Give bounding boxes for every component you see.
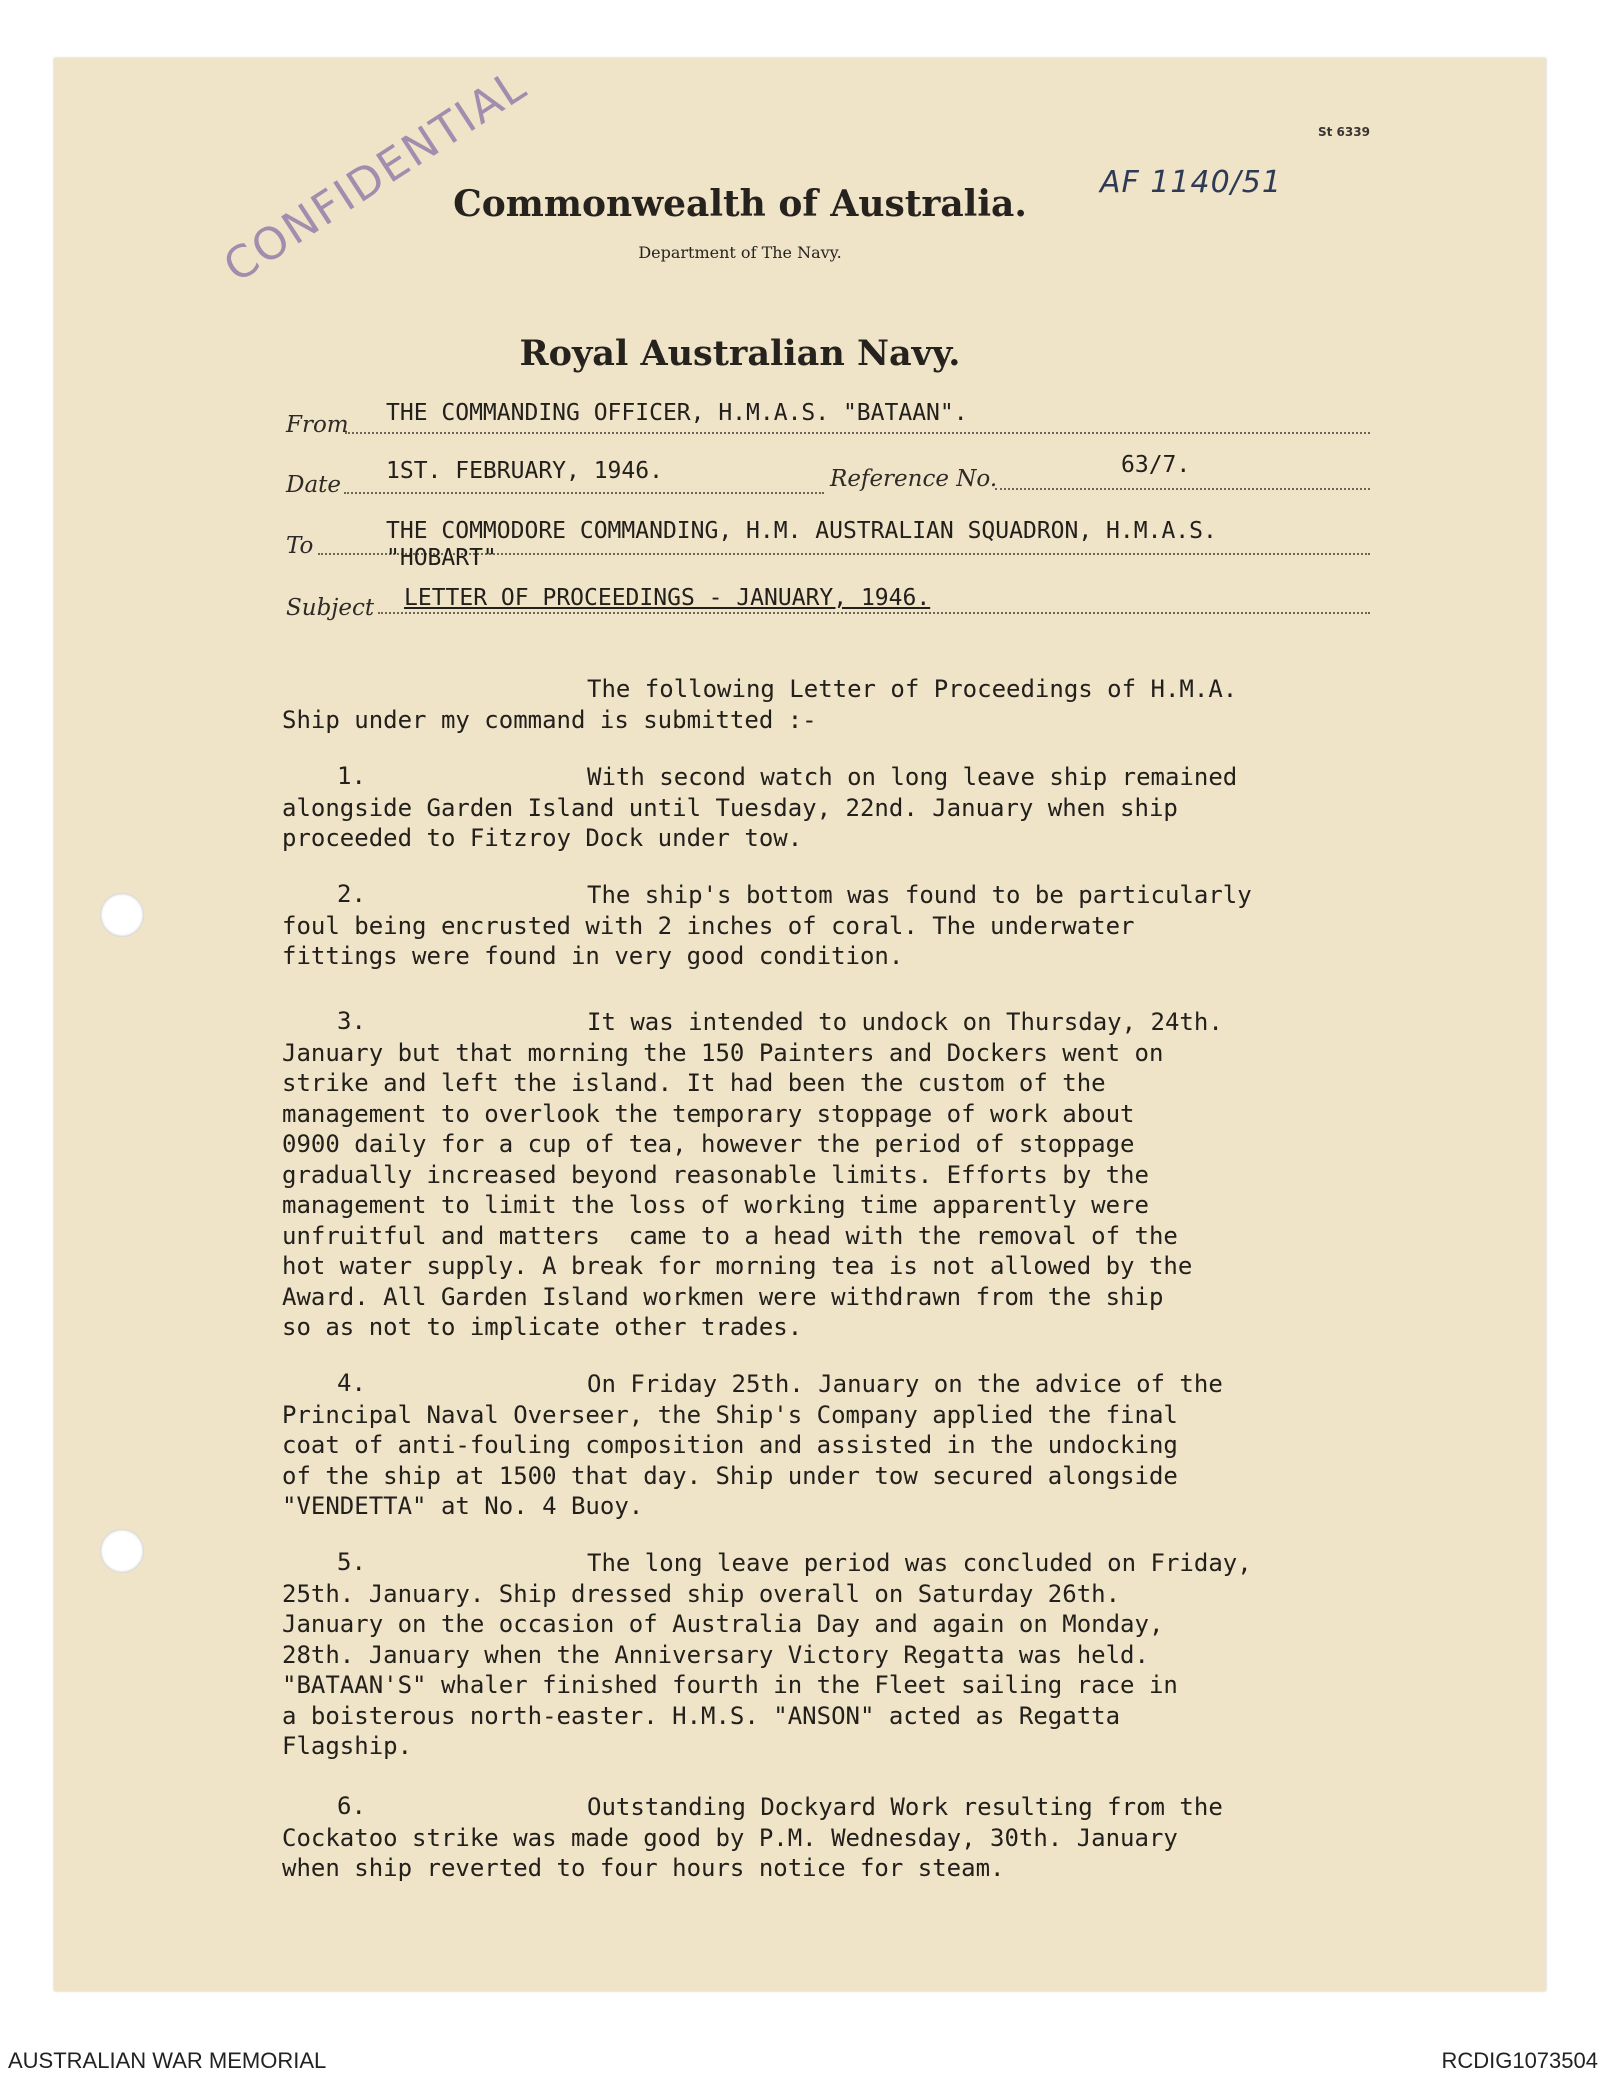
paragraph-line: With second watch on long leave ship remained [587, 763, 1238, 791]
paragraph-line: The long leave period was concluded on Friday, [587, 1549, 1252, 1577]
paragraph-line: 28th. January when the Anniversary Victory Regatta was held. [282, 1640, 1149, 1669]
letterhead-department: Department of The Navy. [638, 243, 842, 262]
paragraph-line: "BATAAN'S" whaler finished fourth in the Fleet sailing race in [282, 1671, 1178, 1699]
paragraph-line: On Friday 25th. January on the advice of the [587, 1370, 1223, 1398]
form-number: St 6339 [1318, 125, 1370, 139]
paragraph-line: Principal Naval Overseer, the Ship's Company applied the final [282, 1400, 1178, 1429]
reference-label: Reference No. [830, 466, 998, 492]
paragraph-line: a boisterous north-easter. H.M.S. "ANSON" acted as Regatta [282, 1701, 1121, 1730]
paragraph-line: 25th. January. Ship dressed ship overall on Saturday 26th. [282, 1579, 1121, 1608]
intro-paragraph [282, 674, 1472, 735]
intro-line: The following Letter of Proceedings of H.M.A. [587, 675, 1238, 703]
subject-value: LETTER OF PROCEEDINGS - JANUARY, 1946. [404, 585, 931, 611]
from-value: THE COMMANDING OFFICER, H.M.A.S. "BATAAN". [386, 400, 968, 426]
confidential-stamp: CONFIDENTIAL [215, 59, 536, 293]
paragraph-line: alongside Garden Island until Tuesday, 22nd. January when ship [282, 793, 1178, 822]
subject-label: Subject [286, 595, 375, 621]
intro-line: Ship under my command is submitted :- [282, 705, 817, 734]
paragraph-line: Flagship. [282, 1732, 413, 1760]
reference-dotted-line [995, 488, 1370, 490]
paragraph-number: 5. [337, 1548, 366, 1576]
footer-source: AUSTRALIAN WAR MEMORIAL [8, 2048, 327, 2073]
punch-hole-bottom [100, 1529, 144, 1573]
paragraph-line: January but that morning the 150 Painters and Dockers went on [282, 1038, 1164, 1067]
letterhead-commonwealth: Commonwealth of Australia. [453, 183, 1027, 225]
paragraph-line: Award. All Garden Island workmen were withdrawn from the ship [282, 1282, 1164, 1311]
paragraph-line: "VENDETTA" at No. 4 Buoy. [282, 1492, 644, 1520]
paragraph-line: management to overlook the temporary stoppage of work about [282, 1099, 1135, 1128]
date-value: 1ST. FEBRUARY, 1946. [386, 458, 663, 484]
paragraph-line: Cockatoo strike was made good by P.M. Wednesday, 30th. January [282, 1823, 1178, 1852]
paragraph-1 [282, 762, 1472, 854]
paragraph-5 [282, 1548, 1472, 1762]
paragraph-number: 3. [337, 1007, 366, 1035]
date-dotted-line [344, 492, 824, 494]
paragraph-line: of the ship at 1500 that day. Ship under tow secured alongside [282, 1461, 1178, 1490]
letterhead-service: Royal Australian Navy. [519, 333, 961, 374]
footer-catalog-id: RCDIG1073504 [1441, 2048, 1598, 2073]
paragraph-line: It was intended to undock on Thursday, 24th. [587, 1008, 1223, 1036]
paragraph-number: 4. [337, 1369, 366, 1397]
paragraph-2 [282, 880, 1472, 972]
paragraph-4 [282, 1369, 1472, 1522]
to-label: To [286, 533, 314, 559]
from-label: From [286, 412, 349, 438]
paragraph-line: January on the occasion of Australia Day and again on Monday, [282, 1610, 1164, 1638]
paragraph-line: coat of anti-fouling composition and assisted in the undocking [282, 1431, 1178, 1459]
paragraph-line: gradually increased beyond reasonable limits. Efforts by the [282, 1160, 1149, 1189]
paragraph-line: unfruitful and matters came to a head with the removal of the [282, 1221, 1178, 1250]
paragraph-line: foul being encrusted with 2 inches of coral. The underwater [282, 911, 1135, 940]
paragraph-number: 6. [337, 1792, 366, 1820]
subject-dotted-line [378, 612, 1370, 614]
from-dotted-line [345, 432, 1370, 434]
paragraph-6 [282, 1792, 1472, 1884]
paragraph-3 [282, 1007, 1472, 1343]
paragraph-line: The ship's bottom was found to be particularly [587, 881, 1252, 909]
paragraph-number: 1. [337, 762, 366, 790]
to-value-line2: "HOBART" [386, 545, 497, 571]
paragraph-line: Outstanding Dockyard Work resulting from the [587, 1793, 1223, 1821]
paragraph-line: proceeded to Fitzroy Dock under tow. [282, 824, 803, 852]
paragraph-line: when ship reverted to four hours notice for steam. [282, 1854, 1005, 1882]
paragraph-line: 0900 daily for a cup of tea, however the period of stoppage [282, 1130, 1135, 1158]
handwritten-reference: AF 1140/51 [1100, 165, 1282, 200]
reference-value: 63/7. [1121, 452, 1191, 478]
paragraph-line: so as not to implicate other trades. [282, 1313, 803, 1341]
paragraph-line: management to limit the loss of working time apparently were [282, 1191, 1149, 1219]
date-label: Date [286, 472, 342, 498]
to-value-line1: THE COMMODORE COMMANDING, H.M. AUSTRALIAN SQUADRON, H.M.A.S. [386, 518, 1217, 544]
paragraph-line: fittings were found in very good condition. [282, 942, 904, 970]
punch-hole-top [100, 893, 144, 937]
paragraph-line: hot water supply. A break for morning tea is not allowed by the [282, 1252, 1193, 1280]
paragraph-line: strike and left the island. It had been the custom of the [282, 1069, 1106, 1097]
paragraph-number: 2. [337, 880, 366, 908]
